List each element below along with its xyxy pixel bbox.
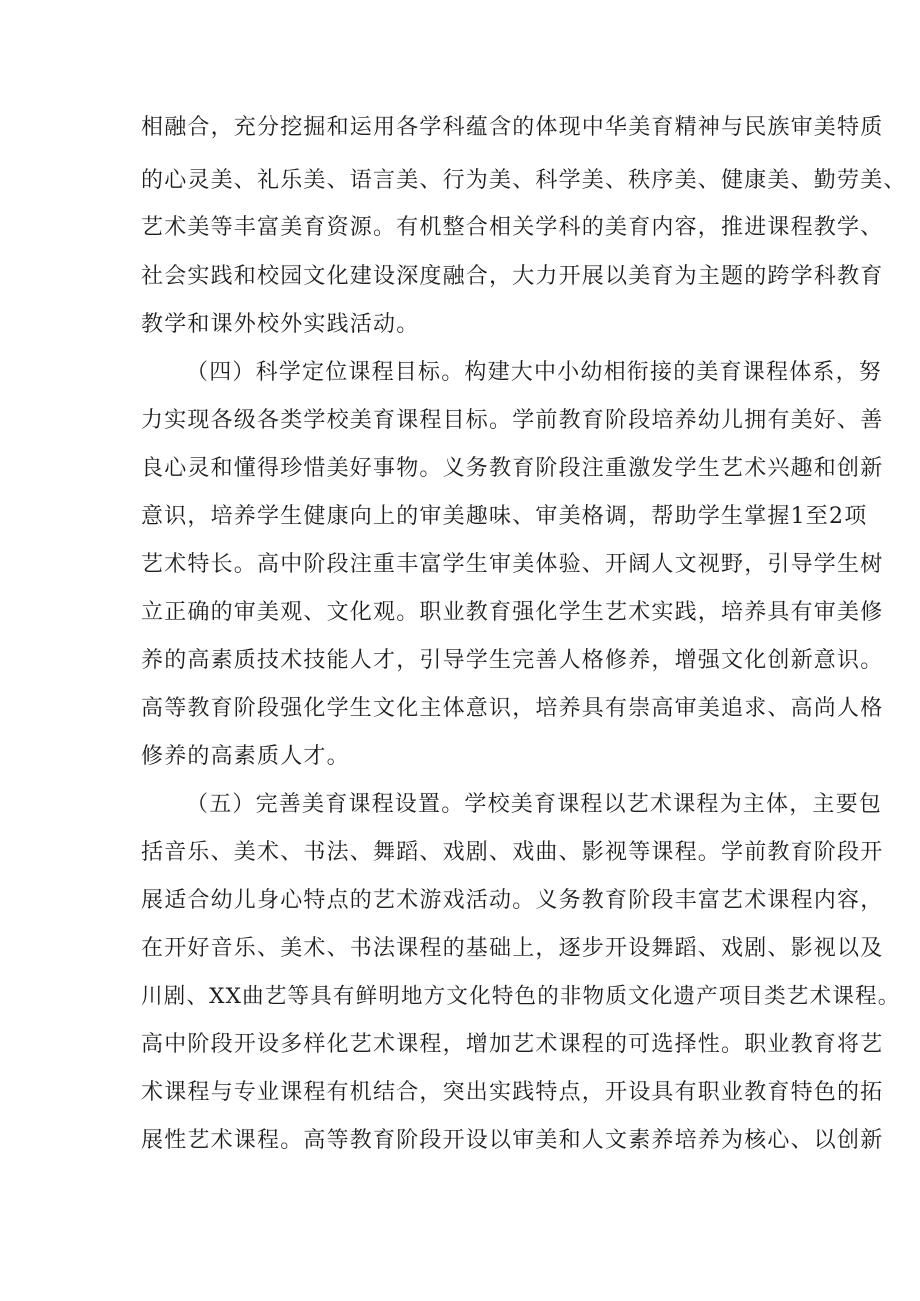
paragraph-line: 展性艺术课程。高等教育阶段开设以审美和人文素养培养为核心、以创新 (141, 1128, 884, 1153)
paragraph-line: 展适合幼儿身心特点的艺术游戏活动。义务教育阶段丰富艺术课程内容， (141, 888, 884, 913)
section-heading-four: （四）科学定位课程目标。构建大中小幼相衔接的美育课程体系，努 (186, 360, 883, 385)
paragraph-line: 立正确的审美观、文化观。职业教育强化学生艺术实践，培养具有审美修 (141, 600, 884, 625)
paragraph-line: 在开好音乐、美术、书法课程的基础上，逐步开设舞蹈、戏剧、影视以及 (141, 936, 884, 961)
paragraph-line: 括音乐、美术、书法、舞蹈、戏剧、戏曲、影视等课程。学前教育阶段开 (141, 840, 884, 865)
paragraph-line: 高等教育阶段强化学生文化主体意识，培养具有崇高审美追求、高尚人格 (141, 696, 884, 721)
paragraph-line: 养的高素质技术技能人才，引导学生完善人格修养，增强文化创新意识。 (141, 648, 884, 673)
paragraph-line: 相融合，充分挖掘和运用各学科蕴含的体现中华美育精神与民族审美特质 (141, 115, 884, 140)
paragraph-line: 社会实践和校园文化建设深度融合，大力开展以美育为主题的跨学科教育 (141, 264, 884, 289)
paragraph-line: 教学和课外校外实践活动。 (141, 312, 420, 337)
paragraph-line: 术课程与专业课程有机结合，突出实践特点，开设具有职业教育特色的拓 (141, 1080, 884, 1105)
paragraph-line: 力实现各级各类学校美育课程目标。学前教育阶段培养幼儿拥有美好、善 (141, 408, 884, 433)
paragraph-line: 修养的高素质人才。 (141, 744, 350, 769)
paragraph-line: 高中阶段开设多样化艺术课程，增加艺术课程的可选择性。职业教育将艺 (141, 1032, 884, 1057)
paragraph-line: 的心灵美、礼乐美、语言美、行为美、科学美、秩序美、健康美、勤劳美、 (141, 168, 907, 193)
paragraph-line: 艺术美等丰富美育资源。有机整合相关学科的美育内容，推进课程教学、 (141, 215, 884, 240)
paragraph-line: 意识，培养学生健康向上的审美趣味、审美格调，帮助学生掌握1至2项 (141, 504, 868, 529)
paragraph-line: 良心灵和懂得珍惜美好事物。义务教育阶段注重激发学生艺术兴趣和创新 (141, 456, 884, 481)
paragraph-line: 艺术特长。高中阶段注重丰富学生审美体验、开阔人文视野，引导学生树 (141, 552, 884, 577)
paragraph-line: 川剧、XX曲艺等具有鲜明地方文化特色的非物质文化遗产项目类艺术课程。 (141, 984, 901, 1009)
section-heading-five: （五）完善美育课程设置。学校美育课程以艺术课程为主体，主要包 (186, 792, 883, 817)
